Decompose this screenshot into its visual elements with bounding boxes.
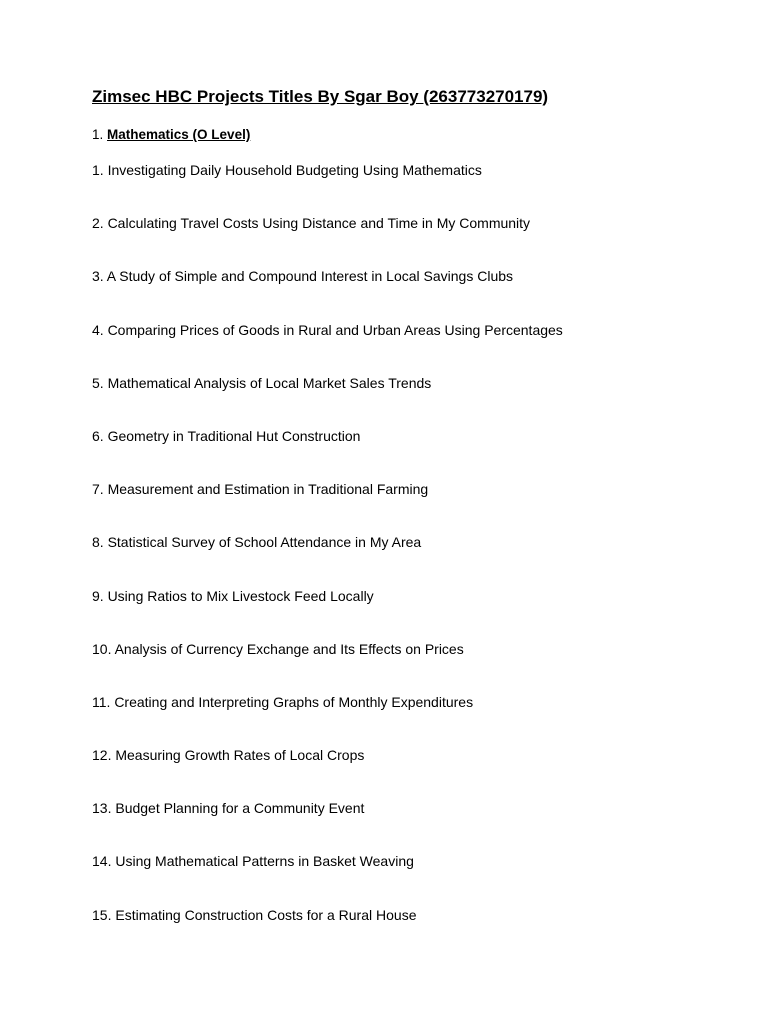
section-heading: [92, 126, 250, 144]
document-title: Zimsec HBC Projects Titles By Sgar Boy (263773270179): [92, 87, 549, 106]
list-item: 7. Measurement and Estimation in Traditional Farming: [92, 481, 429, 498]
list-item: 8. Statistical Survey of School Attendance in My Area: [92, 534, 422, 551]
list-item: 14. Using Mathematical Patterns in Basket Weaving: [92, 853, 414, 870]
section-number: 1.: [92, 127, 104, 142]
list-item: 9. Using Ratios to Mix Livestock Feed Locally: [92, 587, 374, 604]
section-label: Mathematics (O Level): [107, 127, 251, 142]
list-item: 13. Budget Planning for a Community Event: [92, 800, 365, 817]
list-item: 2. Calculating Travel Costs Using Distance and Time in My Community: [92, 215, 531, 232]
list-item: 12. Measuring Growth Rates of Local Crops: [92, 747, 365, 764]
list-item: 1. Investigating Daily Household Budgeting Using Mathematics: [92, 162, 482, 178]
list-item: 10. Analysis of Currency Exchange and Its Effects on Prices: [92, 640, 464, 657]
list-item: 6. Geometry in Traditional Hut Construction: [92, 427, 361, 444]
list-item: 11. Creating and Interpreting Graphs of Monthly Expenditures: [92, 693, 474, 710]
list-item: 15. Estimating Construction Costs for a Rural House: [92, 906, 417, 923]
list-item: 4. Comparing Prices of Goods in Rural and Urban Areas Using Percentages: [92, 321, 563, 338]
list-item: 5. Mathematical Analysis of Local Market Sales Trends: [92, 374, 432, 391]
list-item: 3. A Study of Simple and Compound Interest in Local Savings Clubs: [92, 268, 514, 285]
project-title-list: [92, 161, 563, 959]
